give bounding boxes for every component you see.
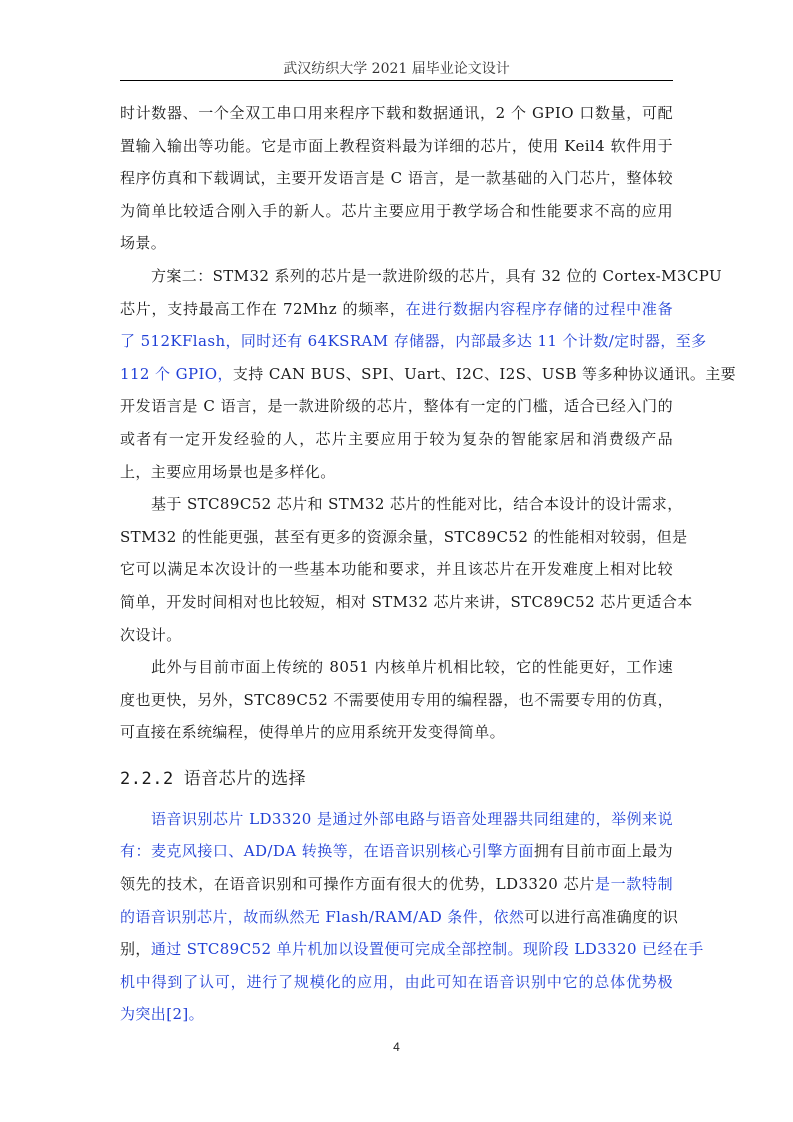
paragraph-3 <box>120 488 693 651</box>
text-span: 可以进行高准确度的识 <box>524 907 679 926</box>
paragraph-5 <box>120 803 704 1031</box>
text-line: STM32 的性能更强，甚至有更多的资源余量，STC89C52 的性能相对较弱，但是 <box>120 527 688 546</box>
text-line: 程序仿真和下载调试，主要开发语言是 C 语言，是一款基础的入门芯片，整体较 <box>120 169 673 188</box>
highlighted-text: 112 个 GPIO， <box>120 364 233 383</box>
text-line <box>120 901 679 934</box>
running-header: 武汉纺织大学 2021 届毕业论文设计 <box>283 61 510 77</box>
highlighted-text: 依然 <box>493 907 525 926</box>
highlighted-text-line: 为突出[2]。 <box>120 1005 205 1024</box>
highlighted-text-line: 了 512KFlash，同时还有 64KSRAM 存储器，内部最多达 11 个计数/定时器，至多 <box>120 332 707 351</box>
highlighted-text: 的语音识别芯片，故而纵然无 Flash/RAM/AD 条件， <box>120 907 494 926</box>
text-line: 次设计。 <box>120 625 182 644</box>
text-line <box>120 358 737 391</box>
text-line <box>120 835 673 868</box>
text-line: 时计数器、一个全双工串口用来程序下载和数据通讯，2 个 GPIO 口数量，可配 <box>120 104 673 122</box>
header-rule <box>120 80 673 81</box>
text-line: 简单，开发时间相对也比较短，相对 STM32 芯片来讲，STC89C52 芯片更适合本 <box>120 592 693 611</box>
text-line <box>120 868 673 901</box>
text-span: 别， <box>120 940 151 959</box>
text-line <box>120 293 673 326</box>
text-line: 场景。 <box>120 234 167 253</box>
text-line: 它可以满足本次设计的一些基本功能和要求，并且该芯片在开发难度上相对比较 <box>120 560 673 579</box>
text-span: 芯片，支持最高工作在 72Mhz 的频率， <box>120 299 406 318</box>
text-line: 此外与目前市面上传统的 8051 内核单片机相比较，它的性能更好，工作速 <box>151 658 673 677</box>
page-number: 4 <box>393 1040 400 1054</box>
section-number: 2.2.2 <box>120 768 174 789</box>
section-heading <box>120 757 673 801</box>
page-body <box>120 97 737 1031</box>
text-line: 可直接在系统编程，使得单片的应用系统开发变得简单。 <box>120 723 506 742</box>
text-line: 度也更快，另外，STC89C52 不需要使用专用的编程器，也不需要专用的仿真， <box>120 690 673 709</box>
text-span: 领先的技术，在语音识别和可操作方面有很大的优势，LD3320 芯片 <box>120 875 595 894</box>
paragraph-4 <box>120 651 673 749</box>
paragraph-2 <box>120 260 737 488</box>
section-title: 语音芯片的选择 <box>183 768 307 789</box>
text-line: 方案二：STM32 系列的芯片是一款进阶级的芯片，具有 32 位的 Cortex-M3CPU <box>151 266 722 285</box>
text-span: 拥有目前市面上最为 <box>533 842 673 861</box>
text-line: 开发语言是 C 语言，是一款进阶级的芯片，整体有一定的门槛，适合已经入门的 <box>120 397 673 416</box>
paragraph-1 <box>120 97 673 260</box>
highlighted-text: 有：麦克风接口、AD/DA 转换等，在语音识别核心引擎方面 <box>120 842 534 861</box>
highlighted-text: 通过 STC89C52 单片机加以设置便可完成全部控制。现阶段 LD3320 已经在手 <box>150 940 704 959</box>
text-line: 基于 STC89C52 芯片和 STM32 芯片的性能对比，结合本设计的设计需求， <box>151 495 683 514</box>
text-line: 为简单比较适合刚入手的新人。芯片主要应用于教学场合和性能要求不高的应用 <box>120 201 673 220</box>
highlighted-text-line: 语音识别芯片 LD3320 是通过外部电路与语音处理器共同组建的，举例来说 <box>151 809 673 828</box>
highlighted-text-line: 机中得到了认可，进行了规模化的应用，由此可知在语音识别中它的总体优势极 <box>120 972 673 991</box>
text-line: 置输入输出等功能。它是市面上教程资料最为详细的芯片，使用 Keil4 软件用于 <box>120 136 673 155</box>
text-line <box>120 933 704 966</box>
highlighted-text: 是一款特制 <box>594 875 673 894</box>
text-span: 支持 CAN BUS、SPI、Uart、I2C、I2S、USB 等多种协议通讯。主要 <box>232 364 737 383</box>
text-line: 或者有一定开发经验的人，芯片主要应用于较为复杂的智能家居和消费级产品 <box>120 429 673 448</box>
highlighted-text: 在进行数据内容程序存储的过程中准备 <box>405 299 673 318</box>
text-line: 上，主要应用场景也是多样化。 <box>120 462 336 481</box>
